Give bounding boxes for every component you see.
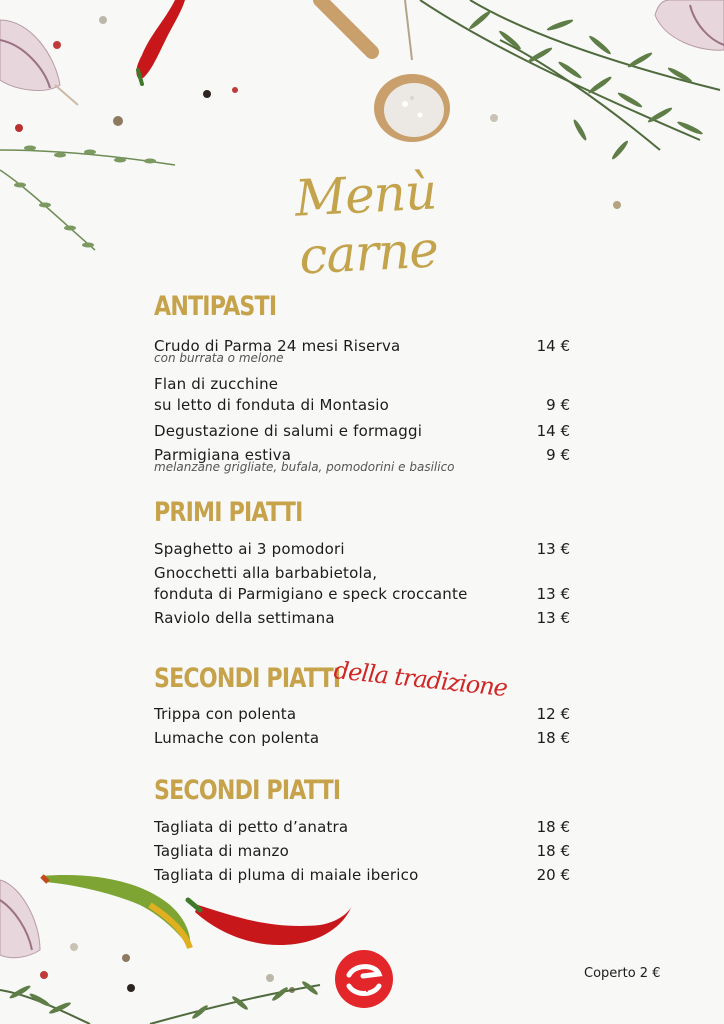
item-price: 13 € (536, 540, 570, 558)
wooden-spoon-icon (320, 0, 450, 142)
chili-pepper-icon (188, 900, 352, 945)
item-price: 18 € (536, 818, 570, 836)
item-price: 14 € (536, 337, 570, 355)
list-item (154, 817, 572, 837)
item-name: Lumache con polenta (154, 729, 320, 747)
item-name: Crudo di Parma 24 mesi Riserva (154, 337, 401, 355)
garlic-icon (655, 0, 724, 50)
section-heading-wrap (154, 656, 572, 703)
chili-pepper-icon (42, 875, 190, 948)
list-item (154, 445, 572, 473)
item-name-line2: fonduta di Parmigiano e speck croccante (154, 585, 468, 603)
section-antipasti (154, 290, 572, 324)
thyme-icon (0, 150, 175, 250)
item-name: Tagliata di manzo (154, 842, 289, 860)
list-item (154, 336, 572, 364)
item-name: Degustazione di salumi e formaggi (154, 422, 423, 440)
section-secondi-tradizione (154, 656, 572, 703)
list-item (154, 608, 572, 628)
section-heading: SECONDI PIATTI (154, 775, 341, 806)
item-price: 13 € (536, 609, 570, 627)
item-price: 18 € (536, 842, 570, 860)
list-item (154, 728, 572, 748)
list-item (154, 865, 572, 885)
item-name: Parmigiana estiva (154, 446, 292, 464)
item-name: Tagliata di pluma di maiale iberico (154, 866, 419, 884)
section-heading: SECONDI PIATTI (154, 663, 341, 694)
section-subheading: della tradizione (332, 656, 509, 703)
section-secondi-piatti (154, 774, 572, 808)
section-primi-piatti (154, 496, 572, 530)
section-heading: ANTIPASTI (154, 291, 277, 322)
item-name: Flan di zucchine (154, 375, 279, 393)
item-price: 9 € (546, 446, 570, 464)
list-item (154, 421, 572, 441)
item-name: Tagliata di petto d’anatra (154, 818, 349, 836)
item-price: 12 € (536, 705, 570, 723)
cover-charge: Coperto 2 € (584, 966, 661, 981)
garlic-icon (0, 20, 78, 105)
item-description: con burrata o melone (154, 351, 284, 365)
item-price: 18 € (536, 729, 570, 747)
section-heading: PRIMI PIATTI (154, 497, 303, 528)
item-description: melanzane grigliate, bufala, pomodorini e basilico (154, 460, 455, 474)
restaurant-logo-icon (333, 948, 395, 1010)
item-name: Raviolo della settimana (154, 609, 335, 627)
menu-title: Menù carne (293, 162, 440, 286)
list-item (154, 841, 572, 861)
item-price: 9 € (546, 396, 570, 414)
list-item (154, 374, 572, 415)
item-name-line2: su letto di fonduta di Montasio (154, 396, 390, 414)
item-name: Spaghetto ai 3 pomodori (154, 540, 345, 558)
item-price: 14 € (536, 422, 570, 440)
garlic-icon (0, 880, 40, 958)
item-price: 13 € (536, 585, 570, 603)
list-item (154, 704, 572, 724)
list-item (154, 563, 572, 604)
chili-pepper-icon (136, 0, 185, 84)
item-name: Trippa con polenta (154, 705, 297, 723)
item-price: 20 € (536, 866, 570, 884)
list-item (154, 539, 572, 559)
item-name: Gnocchetti alla barbabietola, (154, 564, 378, 582)
